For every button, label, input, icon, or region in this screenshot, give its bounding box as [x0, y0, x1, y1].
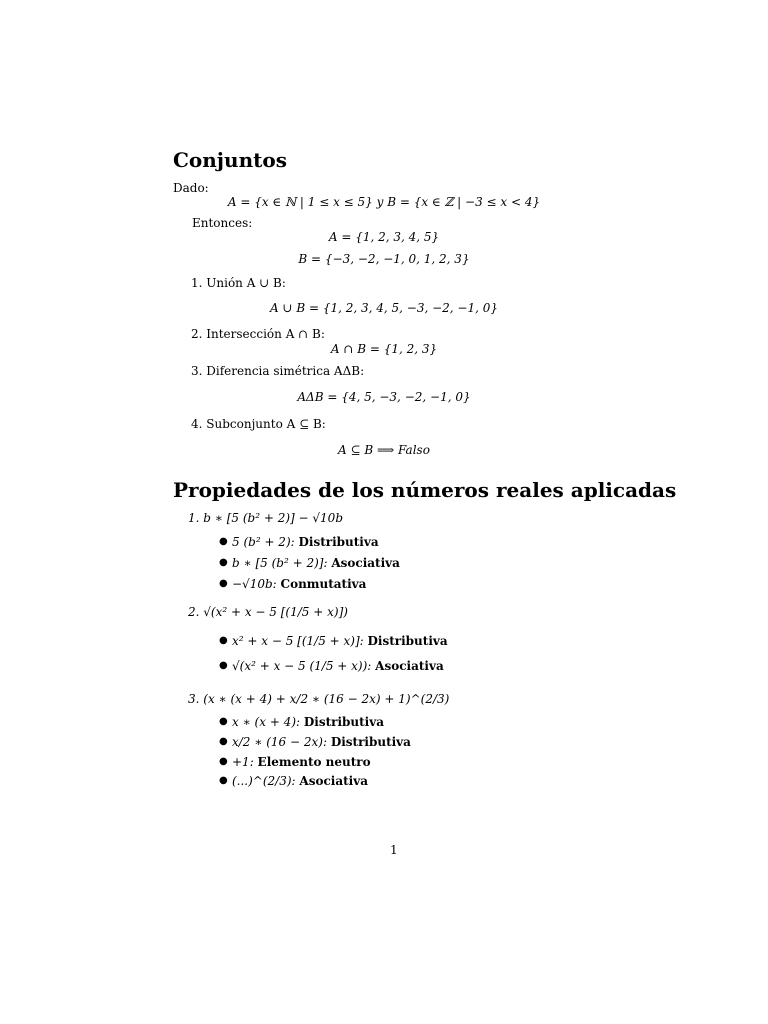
problem-1-bullet-3: −√10b: Conmutativa — [232, 577, 367, 591]
bullet-icon: ● — [219, 660, 228, 671]
section-title-propiedades: Propiedades de los números reales aplicadas — [173, 478, 677, 502]
item-union-result: A ∪ B = {1, 2, 3, 4, 5, −3, −2, −1, 0} — [269, 301, 499, 315]
problem-3-bullet-3: +1: Elemento neutro — [232, 755, 371, 769]
problem-3-bullet-1: x ∗ (x + 4): Distributiva — [232, 715, 384, 729]
bullet-icon: ● — [219, 557, 228, 568]
given-sets: A = {x ∈ ℕ | 1 ≤ x ≤ 5} y B = {x ∈ ℤ | −3 ≤ x < 4} — [227, 195, 541, 209]
problem-1-bullet-2: b ∗ [5 (b² + 2)]: Asociativa — [232, 556, 400, 570]
bullet-icon: ● — [219, 716, 228, 727]
page-number: 1 — [390, 843, 398, 857]
problem-2-bullet-2: √(x² + x − 5 (1/5 + x)): Asociativa — [232, 659, 444, 673]
item-subset-result: A ⊆ B ⟹ Falso — [338, 443, 430, 457]
bullet-icon: ● — [219, 635, 228, 646]
problem-3-expr: 3. (x ∗ (x + 4) + x/2 ∗ (16 − 2x) + 1)^(2/3) — [188, 692, 450, 706]
bullet-icon: ● — [219, 736, 228, 747]
problem-3-bullet-4: (...)^(2/3): Asociativa — [232, 774, 368, 788]
bullet-icon: ● — [219, 756, 228, 767]
problem-2-bullet-1: x² + x − 5 [(1/5 + x)]: Distributiva — [232, 634, 448, 648]
item-symdiff-label: 3. Diferencia simétrica AΔB: — [191, 364, 365, 378]
item-symdiff-result: AΔB = {4, 5, −3, −2, −1, 0} — [297, 390, 471, 404]
item-intersection-label: 2. Intersección A ∩ B: — [191, 327, 325, 341]
set-b: B = {−3, −2, −1, 0, 1, 2, 3} — [298, 252, 470, 266]
item-union-label: 1. Unión A ∪ B: — [191, 276, 286, 290]
problem-2-expr: 2. √(x² + x − 5 [(1/5 + x)]) — [188, 605, 348, 619]
intro-text: Dado: — [173, 181, 209, 195]
bullet-icon: ● — [219, 775, 228, 786]
problem-1-expr: 1. b ∗ [5 (b² + 2)] − √10b — [188, 511, 343, 525]
set-a: A = {1, 2, 3, 4, 5} — [328, 230, 440, 244]
bullet-icon: ● — [219, 578, 228, 589]
item-subset-label: 4. Subconjunto A ⊆ B: — [191, 417, 326, 431]
item-intersection-result: A ∩ B = {1, 2, 3} — [330, 342, 438, 356]
section-title-conjuntos: Conjuntos — [173, 148, 287, 172]
then-text: Entonces: — [192, 216, 253, 230]
problem-1-bullet-1: 5 (b² + 2): Distributiva — [232, 535, 379, 549]
bullet-icon: ● — [219, 536, 228, 547]
problem-3-bullet-2: x/2 ∗ (16 − 2x): Distributiva — [232, 735, 411, 749]
